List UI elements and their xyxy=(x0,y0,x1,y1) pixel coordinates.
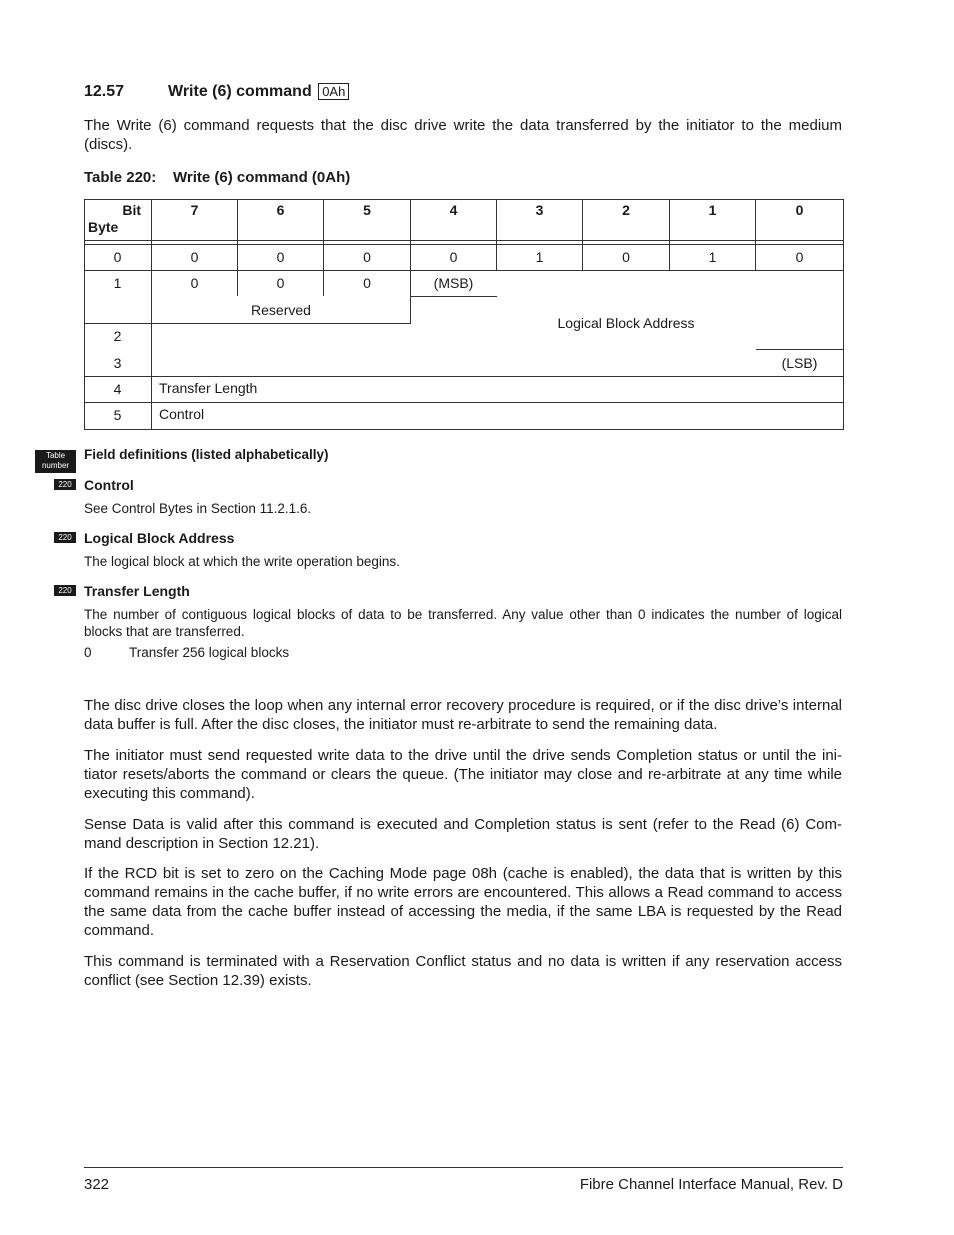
tag-table-text: Table xyxy=(45,451,66,460)
ref-tag-control: 220 xyxy=(54,479,76,490)
control-field-title: Control xyxy=(84,477,134,493)
row0-byte: 0 xyxy=(113,249,122,265)
body-paragraph-4: If the RCD bit is set to zero on the Caching Mode page 08h (cache is enabled), the data that is written by this command remains in the cache buffer, if no write errors are encountered. This allows a Read command to access the same data from the cache buffer instead of accessing the media, if the same LBA is requested by the Read command. xyxy=(84,865,842,939)
section-title: Write (6) command xyxy=(168,83,312,100)
ref-tag-lba: 220 xyxy=(54,532,76,543)
header-bit-4: 4 xyxy=(449,202,458,218)
header-bit-label: Bit xyxy=(122,202,141,218)
row1-bit5: 0 xyxy=(363,275,371,291)
body-paragraph-2: The initiator must send requested write data to the drive until the drive sends Completion status or until the ini-tiator resets/aborts the command or clears the queue. (The initiator may close and re-arbitrate at any time while executing this command). xyxy=(84,747,842,802)
control-cell: Control xyxy=(159,406,205,422)
row0-bit0: 0 xyxy=(795,249,804,265)
header-bit-0: 0 xyxy=(795,202,804,218)
ref-tag-transfer: 220 xyxy=(54,585,76,596)
intro-paragraph: The Write (6) command requests that the disc drive write the data transferred by the initiator to the medium (discs). xyxy=(84,117,842,153)
header-bit-1: 1 xyxy=(708,202,717,218)
row0-bit5: 0 xyxy=(363,249,371,265)
page-number: 322 xyxy=(84,1176,110,1193)
row0-bit1: 1 xyxy=(708,249,717,265)
table-header-rule xyxy=(84,240,844,241)
tag-number-text: number xyxy=(41,461,70,470)
row3-byte: 3 xyxy=(113,355,122,371)
control-field-desc: See Control Bytes in Section 11.2.1.6. xyxy=(84,501,312,516)
reserved-bottom-rule xyxy=(151,323,411,324)
header-bit-3: 3 xyxy=(535,202,544,218)
manual-title: Fibre Channel Interface Manual, Rev. D xyxy=(579,1176,843,1193)
row2-byte: 2 xyxy=(113,328,122,344)
header-bit-2: 2 xyxy=(622,202,630,218)
transfer-length-cell: Transfer Length xyxy=(159,380,258,396)
header-bit-6: 6 xyxy=(276,202,285,218)
lba-field-desc: The logical block at which the write operation begins. xyxy=(84,554,400,569)
footer-rule xyxy=(84,1167,843,1168)
row0-bit2: 0 xyxy=(622,249,630,265)
command-descriptor-table xyxy=(84,199,844,430)
row1-bit6: 0 xyxy=(276,275,285,291)
row0-bottom-rule xyxy=(84,270,844,271)
row3-bottom-rule xyxy=(84,376,844,377)
table-header-rule-double xyxy=(84,244,844,245)
transfer-field-title: Transfer Length xyxy=(84,583,190,599)
field-definitions-heading: Field definitions (listed alphabetically) xyxy=(84,447,329,462)
body-paragraph-1: The disc drive closes the loop when any internal error recovery procedure is required, or if the disc drive’s internal data buffer is full. After the disc closes, the initiator must re-arbitrate to send the remaining data. xyxy=(84,697,842,733)
table-label: Table 220: xyxy=(84,169,157,186)
row0-bit7: 0 xyxy=(190,249,199,265)
body-paragraph-3: Sense Data is valid after this command is executed and Completion status is sent (refer to the Read (6) Com-mand description in Section 12.21). xyxy=(84,816,842,852)
row0-bit3: 1 xyxy=(535,249,544,265)
table-caption: Write (6) command (0Ah) xyxy=(173,169,351,186)
row1-byte: 1 xyxy=(113,275,122,291)
row1-bit7: 0 xyxy=(190,275,199,291)
header-bit-5: 5 xyxy=(363,202,371,218)
row4-bottom-rule xyxy=(84,402,844,403)
table-border-top xyxy=(84,199,844,200)
row4-byte: 4 xyxy=(113,381,122,397)
body-paragraph-5: This command is terminated with a Reservation Conflict status and no data is written if any reservation access conflict (see Section 12.39) exists. xyxy=(84,953,842,989)
row5-byte: 5 xyxy=(113,407,122,423)
section-heading xyxy=(84,83,349,101)
lsb-label: (LSB) xyxy=(781,355,818,371)
row0-bit4: 0 xyxy=(449,249,458,265)
table-number-tag xyxy=(35,450,76,473)
header-bit-7: 7 xyxy=(190,202,199,218)
section-number: 12.57 xyxy=(84,83,125,100)
table-border-bottom xyxy=(84,429,844,430)
row0-bit6: 0 xyxy=(276,249,285,265)
lsb-top-rule xyxy=(756,349,844,350)
row1-byte-rule xyxy=(84,323,151,324)
transfer-field-desc: The number of contiguous logical blocks of data to be transferred. Any value other than 0 indicates the number of logical blocks that are transferred. xyxy=(84,607,842,639)
header-byte-label: Byte xyxy=(88,219,119,235)
msb-rule xyxy=(411,296,497,297)
transfer-value: 0 xyxy=(84,645,92,660)
reserved-label: Reserved xyxy=(251,302,311,318)
opcode-box: 0Ah xyxy=(318,83,349,100)
transfer-value-desc: Transfer 256 logical blocks xyxy=(129,645,290,660)
msb-label: (MSB) xyxy=(433,275,474,291)
lba-field-title: Logical Block Address xyxy=(84,530,235,546)
table-border-right xyxy=(843,199,844,430)
table-title xyxy=(84,169,350,186)
lba-label: Logical Block Address xyxy=(557,315,695,331)
